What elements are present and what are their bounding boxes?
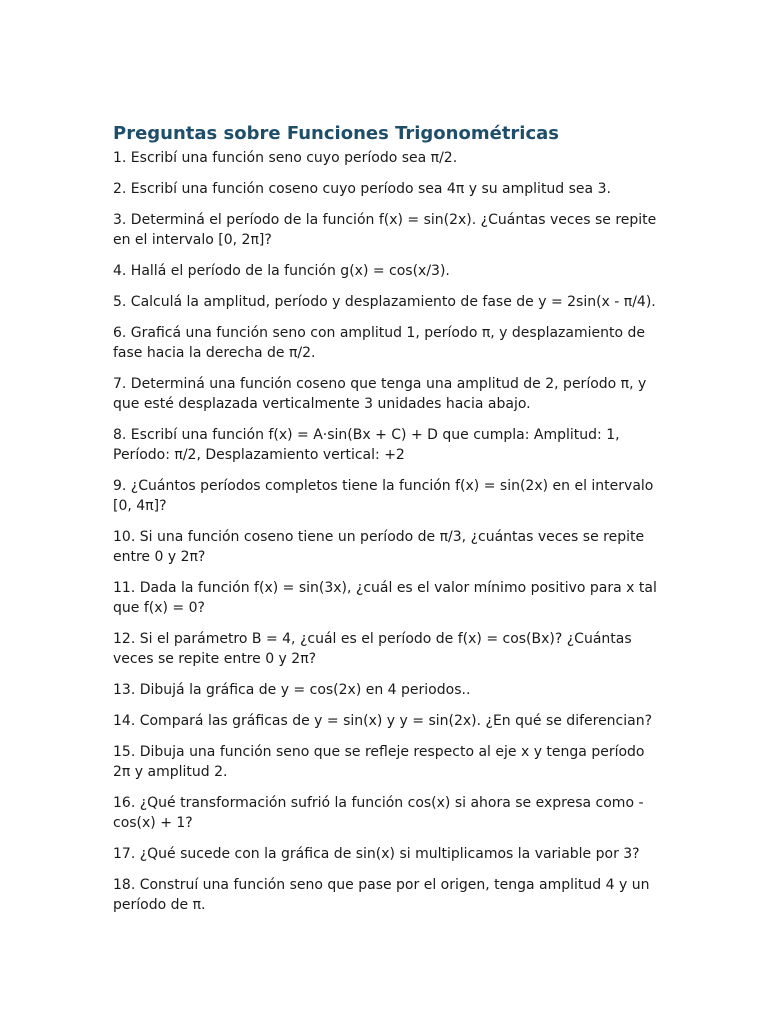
question-item: 4. Hallá el período de la función g(x) = cos(x/3).	[113, 263, 450, 279]
question-item: 1. Escribí una función seno cuyo período sea π/2.	[113, 150, 458, 166]
document-title: Preguntas sobre Funciones Trigonométricas	[113, 123, 560, 144]
question-item: 5. Calculá la amplitud, período y desplazamiento de fase de y = 2sin(x - π/4).	[113, 294, 656, 310]
question-item: 7. Determiná una función coseno que tenga una amplitud de 2, período π, y que esté desplazada verticalmente 3 unidades hacia abajo.	[113, 376, 647, 412]
question-item: 10. Si una función coseno tiene un período de π/3, ¿cuántas veces se repite entre 0 y 2π?	[113, 529, 645, 565]
question-item: 14. Compará las gráficas de y = sin(x) y y = sin(2x). ¿En qué se diferencian?	[113, 713, 653, 729]
question-item: 18. Construí una función seno que pase por el origen, tenga amplitud 4 y un período de π.	[113, 877, 650, 913]
question-item: 13. Dibujá la gráfica de y = cos(2x) en 4 periodos..	[113, 682, 471, 698]
question-item: 9. ¿Cuántos períodos completos tiene la función f(x) = sin(2x) en el intervalo [0, 4π]?	[113, 478, 654, 514]
question-list	[113, 148, 658, 915]
question-item: 2. Escribí una función coseno cuyo período sea 4π y su amplitud sea 3.	[113, 181, 611, 197]
question-item: 17. ¿Qué sucede con la gráfica de sin(x) si multiplicamos la variable por 3?	[113, 846, 640, 862]
question-item: 16. ¿Qué transformación sufrió la función cos(x) si ahora se expresa como -cos(x) + 1?	[113, 795, 644, 831]
question-item: 12. Si el parámetro B = 4, ¿cuál es el período de f(x) = cos(Bx)? ¿Cuántas veces se repite entre 0 y 2π?	[113, 631, 632, 667]
question-item: 11. Dada la función f(x) = sin(3x), ¿cuál es el valor mínimo positivo para x tal que f(x) = 0?	[113, 580, 657, 616]
question-item: 15. Dibuja una función seno que se refleje respecto al eje x y tenga período 2π y amplitud 2.	[113, 744, 645, 780]
question-item: 6. Graficá una función seno con amplitud 1, período π, y desplazamiento de fase hacia la derecha de π/2.	[113, 325, 646, 361]
question-item: 8. Escribí una función f(x) = A·sin(Bx + C) + D que cumpla: Amplitud: 1, Período: π/2, Desplazamiento vertical: +2	[113, 427, 620, 463]
question-item: 3. Determiná el período de la función f(x) = sin(2x). ¿Cuántas veces se repite en el intervalo [0, 2π]?	[113, 212, 657, 248]
document-page	[113, 122, 658, 926]
